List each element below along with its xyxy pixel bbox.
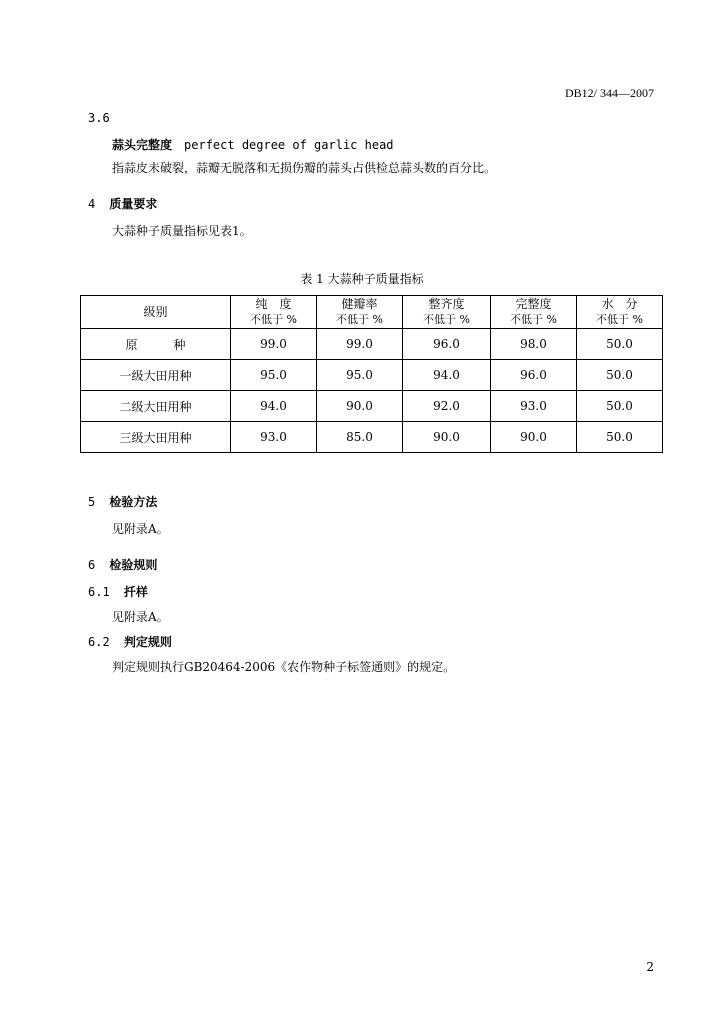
table-caption: 表 1 大蒜种子质量指标 [300,272,424,286]
header-label: 完整度 [515,297,552,311]
section-6-1-heading [88,583,148,600]
header-moisture [577,296,663,329]
document-code: DB12/ 344—2007 [564,86,654,100]
section-number: 3.6 [88,111,110,125]
header-grade [81,296,231,329]
value-cell: 85.0 [317,422,403,453]
header-unit: 不低于 % [596,313,643,326]
section-6-2-body: 判定规则执行GB20464-2006《农作物种子标签通则》的规定。 [112,660,456,674]
value-cell: 95.0 [231,360,317,391]
section-title: 扦样 [123,585,148,599]
header-label: 纯 度 [255,297,292,311]
section-5-body: 见附录A。 [112,522,169,536]
table-row [81,329,663,360]
grade-cell: 二级大田用种 [81,391,231,422]
header-label: 健瓣率 [341,297,378,311]
header-label: 级别 [143,304,168,319]
section-number: 4 [88,197,96,211]
table-row [81,360,663,391]
grade-cell: 原 种 [81,329,231,360]
section-title-en: perfect degree of garlic head [184,138,394,152]
page-number: 2 [646,960,654,974]
value-cell: 98.0 [491,329,577,360]
header-completeness [491,296,577,329]
header-uniformity [403,296,491,329]
section-number: 6.1 [88,585,110,599]
quality-table [80,295,663,453]
value-cell: 92.0 [403,391,491,422]
grade-cell: 一级大田用种 [81,360,231,391]
header-label: 整齐度 [428,297,465,311]
value-cell: 90.0 [491,422,577,453]
table-row [81,422,663,453]
value-cell: 93.0 [491,391,577,422]
section-title: 质量要求 [109,197,158,211]
value-cell: 96.0 [491,360,577,391]
table-row [81,391,663,422]
value-cell: 99.0 [317,329,403,360]
value-cell: 94.0 [231,391,317,422]
value-cell: 99.0 [231,329,317,360]
section-6-2-heading [88,633,172,650]
value-cell: 96.0 [403,329,491,360]
value-cell: 50.0 [577,391,663,422]
value-cell: 50.0 [577,360,663,391]
section-5-heading [88,493,157,510]
header-unit: 不低于 % [423,313,470,326]
value-cell: 50.0 [577,422,663,453]
section-3-6-heading [112,136,394,153]
value-cell: 90.0 [403,422,491,453]
section-title: 检验方法 [109,495,158,509]
header-unit: 不低于 % [510,313,557,326]
header-healthy-clove-rate [317,296,403,329]
section-title: 蒜头完整度 [112,138,173,152]
header-unit: 不低于 % [250,313,297,326]
section-6-heading [88,556,157,573]
value-cell: 94.0 [403,360,491,391]
value-cell: 93.0 [231,422,317,453]
section-3-6-number [88,111,110,125]
section-4-body: 大蒜种子质量指标见表1。 [112,224,252,238]
section-4-heading [88,195,157,212]
value-cell: 95.0 [317,360,403,391]
section-title: 判定规则 [123,635,172,649]
section-number: 6.2 [88,635,110,649]
header-label: 水 分 [601,297,638,311]
value-cell: 50.0 [577,329,663,360]
grade-cell: 三级大田用种 [81,422,231,453]
header-purity [231,296,317,329]
section-3-6-body: 指蒜皮未破裂，蒜瓣无脱落和无损伤瓣的蒜头占供检总蒜头数的百分比。 [112,161,497,175]
header-unit: 不低于 % [336,313,383,326]
value-cell: 90.0 [317,391,403,422]
section-6-1-body: 见附录A。 [112,610,169,624]
table-header-row [81,296,663,329]
section-number: 6 [88,558,96,572]
section-number: 5 [88,495,96,509]
section-title: 检验规则 [109,558,158,572]
